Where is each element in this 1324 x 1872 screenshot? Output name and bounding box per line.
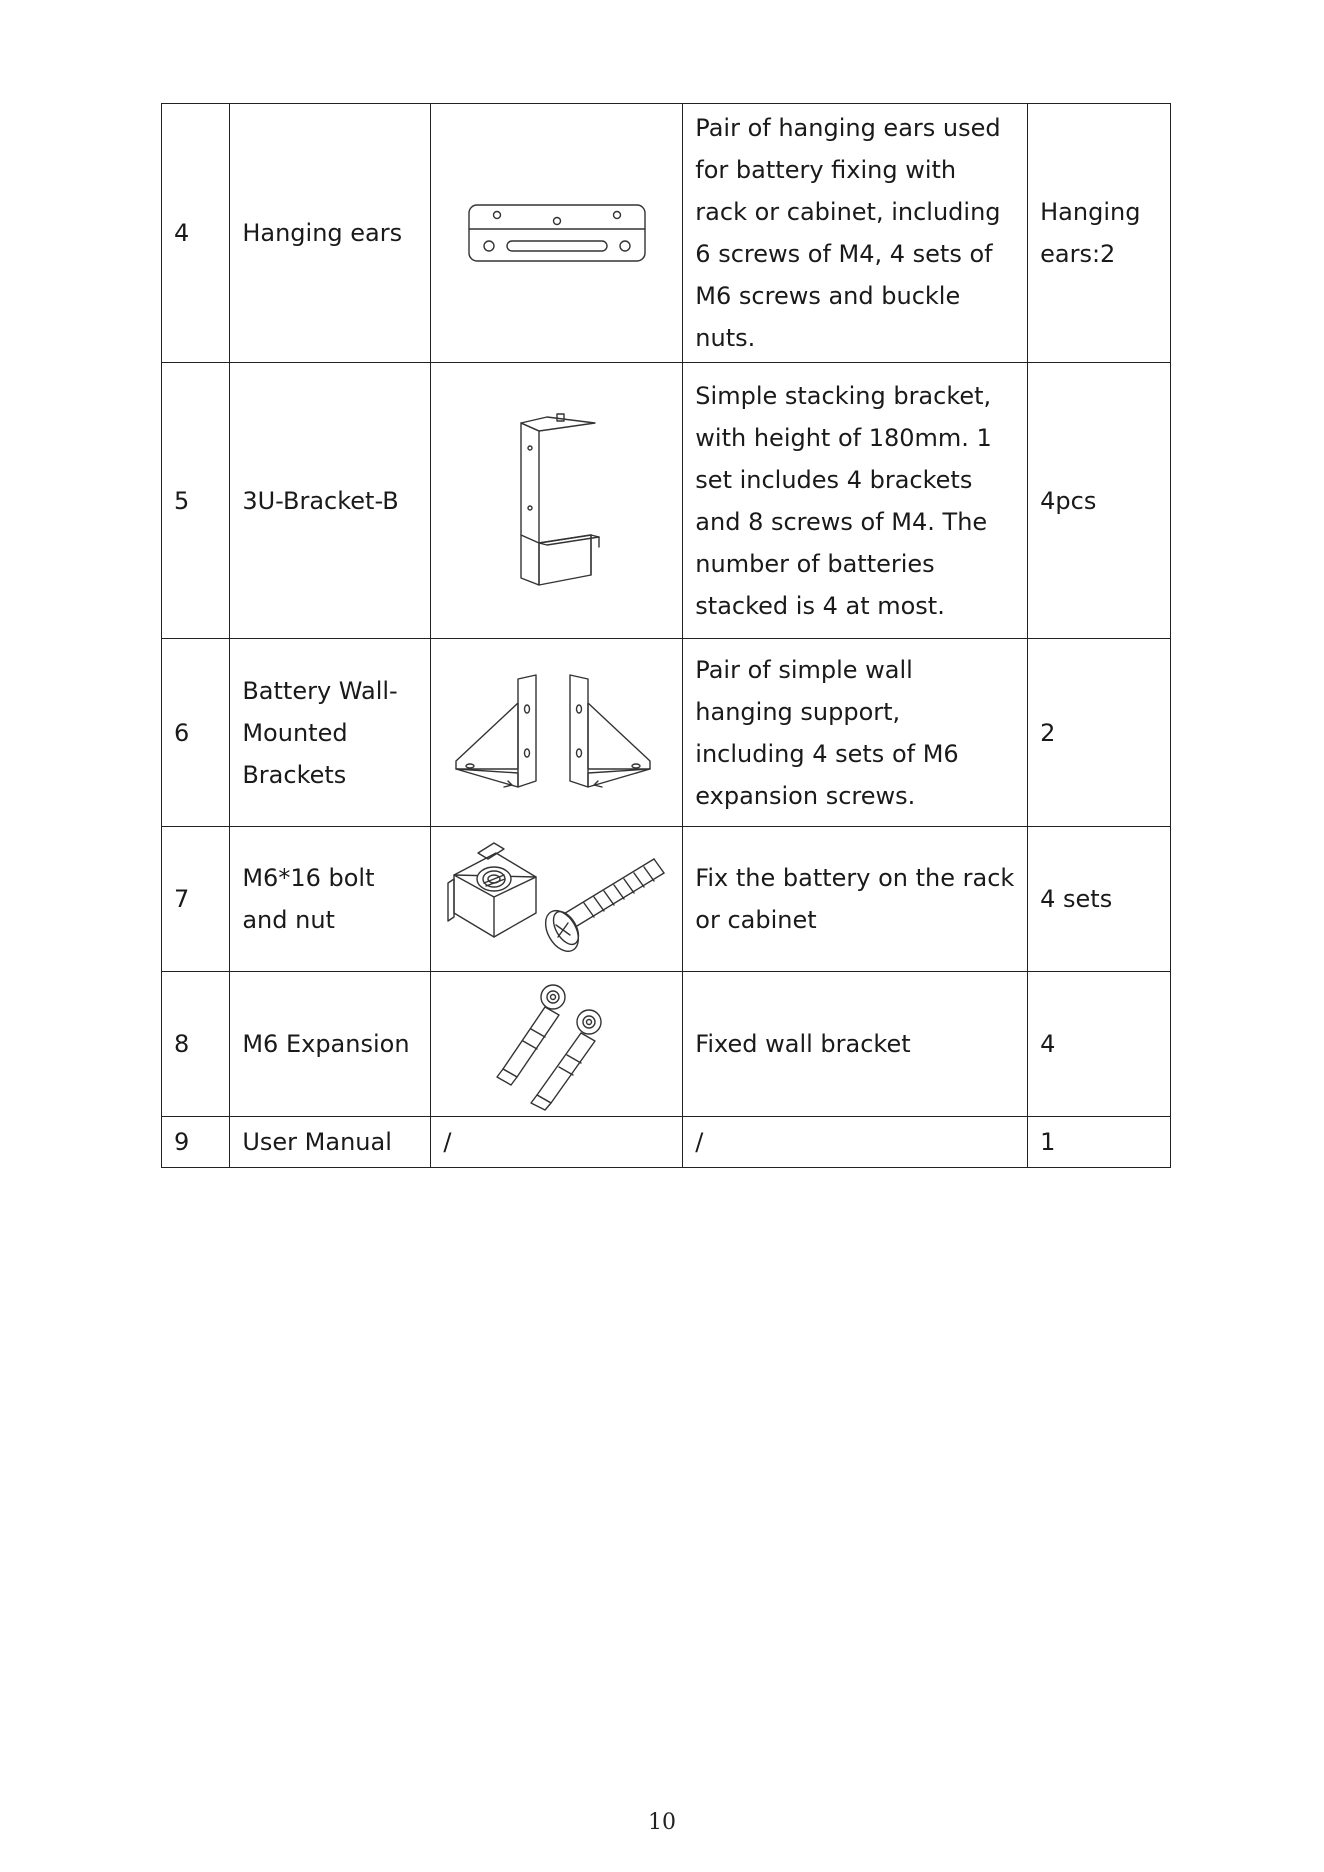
item-name: User Manual bbox=[230, 1117, 431, 1168]
item-image bbox=[431, 104, 683, 363]
item-description: Fixed wall bracket bbox=[683, 972, 1028, 1117]
item-number: 4 bbox=[162, 104, 230, 363]
table-row bbox=[162, 972, 1171, 1117]
accessories-table bbox=[161, 103, 1171, 1168]
item-name: M6 Expansion bbox=[230, 972, 431, 1117]
item-number: 5 bbox=[162, 363, 230, 639]
table-row bbox=[162, 827, 1171, 972]
item-description: / bbox=[683, 1117, 1028, 1168]
table-row bbox=[162, 104, 1171, 363]
stacking-bracket-illustration bbox=[507, 413, 607, 588]
item-number: 8 bbox=[162, 972, 230, 1117]
item-image bbox=[431, 363, 683, 639]
table-row bbox=[162, 363, 1171, 639]
item-name: 3U-Bracket-B bbox=[230, 363, 431, 639]
item-name: M6*16 bolt and nut bbox=[230, 827, 431, 972]
item-description: Pair of hanging ears used for battery fixing with rack or cabinet, including 6 screws of M4, 4 sets of M6 screws and buckle nuts. bbox=[683, 104, 1028, 363]
item-description: Simple stacking bracket, with height of 180mm. 1 set includes 4 brackets and 8 screws of M4. The number of batteries stacked is 4 at most. bbox=[683, 363, 1028, 639]
item-name: Hanging ears bbox=[230, 104, 431, 363]
item-image bbox=[431, 639, 683, 827]
item-description: Fix the battery on the rack or cabinet bbox=[683, 827, 1028, 972]
item-quantity: Hanging ears:2 bbox=[1028, 104, 1171, 363]
item-image bbox=[431, 972, 683, 1117]
page-number: 10 bbox=[648, 1810, 676, 1835]
item-quantity: 2 bbox=[1028, 639, 1171, 827]
table-row bbox=[162, 1117, 1171, 1168]
item-name: Battery Wall-Mounted Brackets bbox=[230, 639, 431, 827]
item-quantity: 4pcs bbox=[1028, 363, 1171, 639]
item-image bbox=[431, 827, 683, 972]
item-number: 6 bbox=[162, 639, 230, 827]
item-image-text: / bbox=[431, 1117, 683, 1168]
item-number: 7 bbox=[162, 827, 230, 972]
item-quantity: 1 bbox=[1028, 1117, 1171, 1168]
item-number: 9 bbox=[162, 1117, 230, 1168]
wall-brackets-illustration bbox=[452, 673, 662, 793]
item-quantity: 4 bbox=[1028, 972, 1171, 1117]
item-quantity: 4 sets bbox=[1028, 827, 1171, 972]
hanging-ears-illustration bbox=[467, 203, 647, 263]
table-row bbox=[162, 639, 1171, 827]
item-description: Pair of simple wall hanging support, including 4 sets of M6 expansion screws. bbox=[683, 639, 1028, 827]
expansion-bolts-illustration bbox=[487, 977, 627, 1112]
bolt-and-cage-nut-illustration bbox=[444, 839, 670, 959]
